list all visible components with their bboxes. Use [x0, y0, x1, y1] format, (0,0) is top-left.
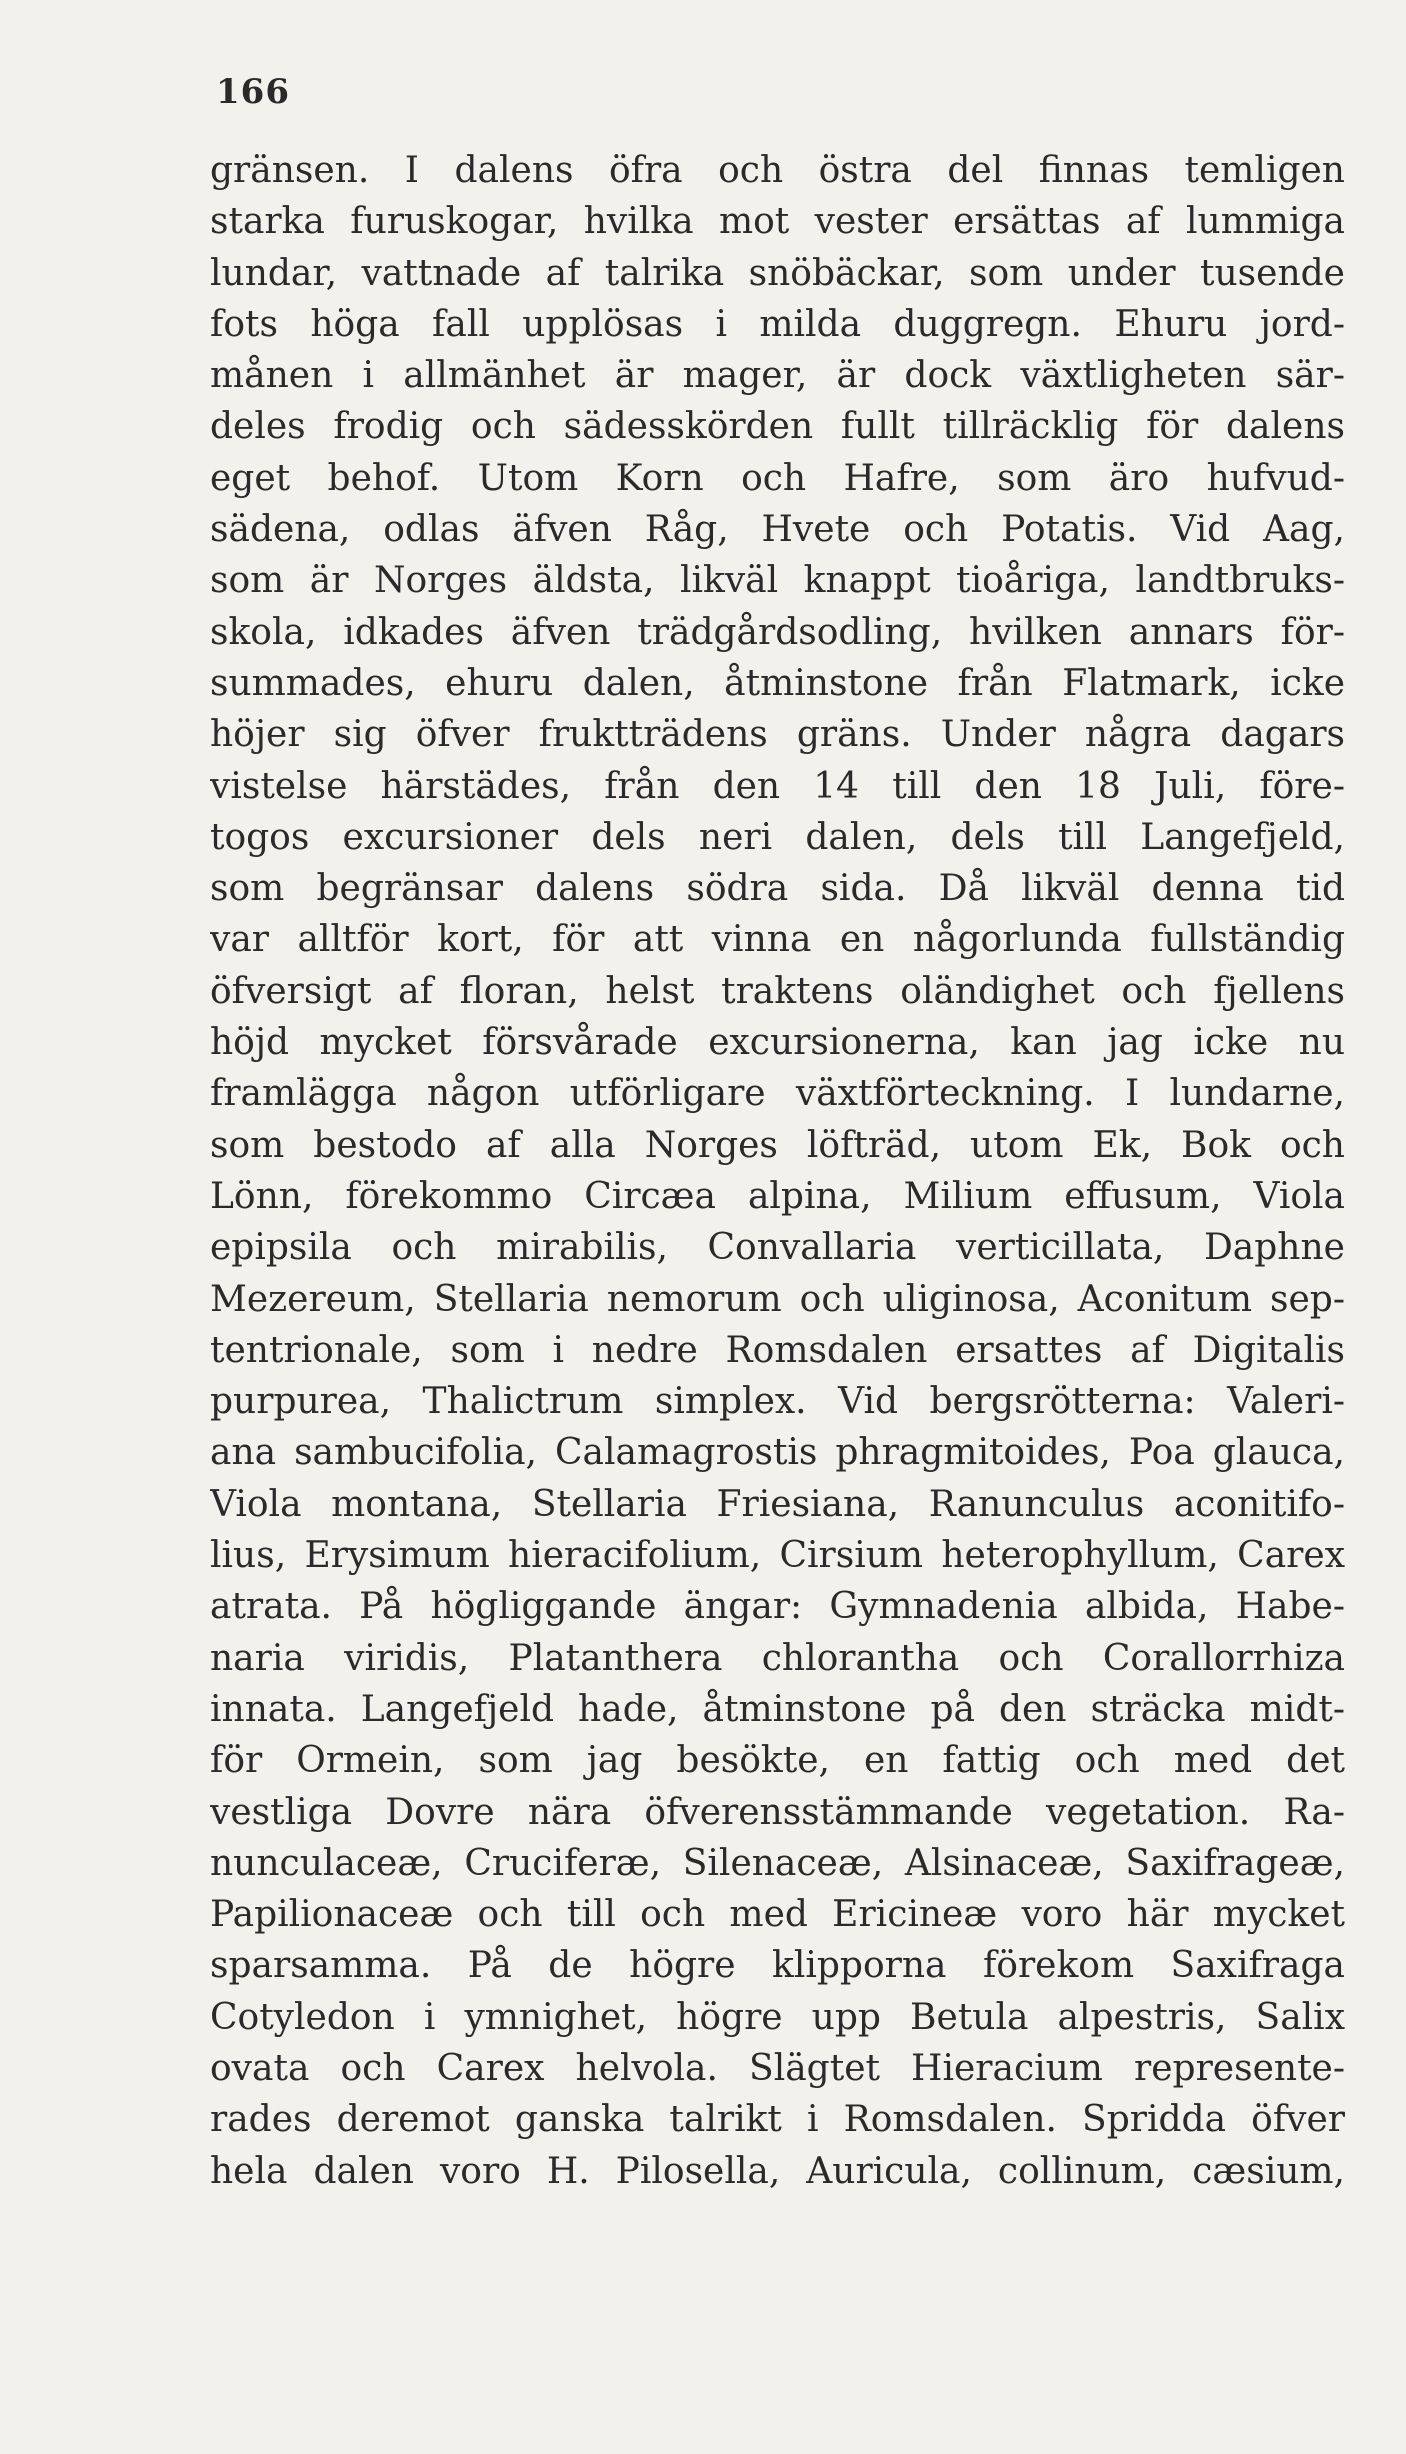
- page-number: 166: [216, 72, 290, 112]
- text-line: epipsila och mirabilis, Convallaria verticillata, Daphne: [210, 1227, 1345, 1269]
- text-line: för Ormein, som jag besökte, en fattig och med det: [210, 1740, 1345, 1782]
- text-line: tentrionale, som i nedre Romsdalen ersattes af Digitalis: [210, 1329, 1345, 1371]
- text-line: sparsamma. På de högre klipporna förekom Saxifraga: [210, 1945, 1345, 1987]
- text-line: deles frodig och sädesskörden fullt tillräcklig för dalens: [210, 406, 1345, 448]
- text-line: sädena, odlas äfven Råg, Hvete och Potatis. Vid Aag,: [210, 509, 1345, 551]
- text-line: naria viridis, Platanthera chlorantha och Corallorrhiza: [210, 1637, 1345, 1679]
- text-line: Viola montana, Stellaria Friesiana, Ranunculus aconitifo-: [210, 1483, 1345, 1525]
- text-line: starka furuskogar, hvilka mot vester ersättas af lummiga: [210, 201, 1345, 243]
- text-line: lius, Erysimum hieracifolium, Cirsium heterophyllum, Carex: [210, 1535, 1345, 1577]
- text-line: höjd mycket försvårade excursionerna, kan jag icke nu: [210, 1022, 1345, 1064]
- text-line: hela dalen voro H. Pilosella, Auricula, collinum, cæsium,: [210, 2150, 1345, 2192]
- text-line: summades, ehuru dalen, åtminstone från Flatmark, icke: [210, 662, 1345, 704]
- text-line: rades deremot ganska talrikt i Romsdalen. Spridda öfver: [210, 2099, 1345, 2141]
- text-line: höjer sig öfver fruktträdens gräns. Under några dagars: [210, 714, 1345, 756]
- text-line: framlägga någon utförligare växtförteckning. I lundarne,: [210, 1073, 1345, 1115]
- text-line: gränsen. I dalens öfra och östra del finnas temligen: [210, 150, 1345, 191]
- text-line: nunculaceæ, Cruciferæ, Silenaceæ, Alsinaceæ, Saxifrageæ,: [210, 1842, 1345, 1884]
- text-line: innata. Langefjeld hade, åtminstone på den sträcka midt-: [210, 1688, 1345, 1730]
- text-line: eget behof. Utom Korn och Hafre, som äro hufvud-: [210, 457, 1345, 499]
- text-line: ana sambucifolia, Calamagrostis phragmitoides, Poa glauca,: [210, 1432, 1345, 1474]
- text-line: som är Norges äldsta, likväl knappt tioåriga, landtbruks-: [210, 560, 1345, 602]
- text-line: lundar, vattnade af talrika snöbäckar, som under tusende: [210, 252, 1345, 294]
- text-line: Lönn, förekommo Circæa alpina, Milium effusum, Viola: [210, 1175, 1345, 1217]
- text-line: Mezereum, Stellaria nemorum och uliginosa, Aconitum sep-: [210, 1278, 1345, 1320]
- text-line: Papilionaceæ och till och med Ericineæ voro här mycket: [210, 1894, 1345, 1936]
- text-line: vestliga Dovre nära öfverensstämmande vegetation. Ra-: [210, 1791, 1345, 1833]
- text-line: Cotyledon i ymnighet, högre upp Betula alpestris, Salix: [210, 1996, 1345, 2038]
- text-line: som begränsar dalens södra sida. Då likväl denna tid: [210, 868, 1345, 910]
- text-line: fots höga fall upplösas i milda duggregn. Ehuru jord-: [210, 303, 1345, 345]
- body-text: [210, 145, 1345, 2197]
- text-line: togos excursioner dels neri dalen, dels till Langefjeld,: [210, 816, 1345, 858]
- text-line: månen i allmänhet är mager, är dock växtligheten sär-: [210, 355, 1345, 397]
- text-line: skola, idkades äfven trädgårdsodling, hvilken annars för-: [210, 611, 1345, 653]
- text-line: var alltför kort, för att vinna en någorlunda fullständig: [210, 919, 1345, 961]
- text-line: purpurea, Thalictrum simplex. Vid bergsrötterna: Valeri-: [210, 1381, 1345, 1423]
- text-line: öfversigt af floran, helst traktens oländighet och fjellens: [210, 970, 1345, 1012]
- text-line: ovata och Carex helvola. Slägtet Hieracium represente-: [210, 2047, 1345, 2089]
- text-line: atrata. På högliggande ängar: Gymnadenia albida, Habe-: [210, 1586, 1345, 1628]
- text-line: som bestodo af alla Norges löfträd, utom Ek, Bok och: [210, 1124, 1345, 1166]
- text-line: vistelse härstädes, från den 14 till den 18 Juli, före-: [210, 765, 1345, 807]
